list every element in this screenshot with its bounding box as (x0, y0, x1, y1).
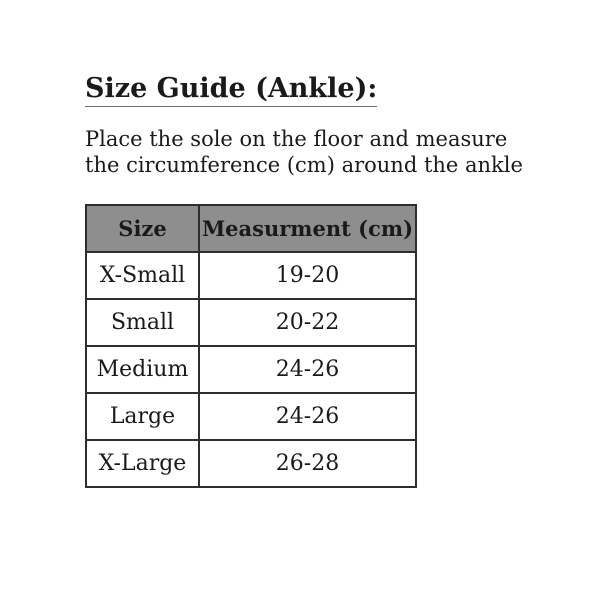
table-header-row (86, 205, 416, 252)
size-cell: Small (86, 299, 199, 346)
intro-text (85, 126, 523, 178)
size-table (85, 204, 417, 488)
intro-line-1: Place the sole on the floor and measure (85, 127, 508, 151)
table-row (86, 252, 416, 299)
size-cell: Medium (86, 346, 199, 393)
column-header-measurement: Measurment (cm) (199, 205, 416, 252)
intro-line-2: the circumference (cm) around the ankle (85, 153, 523, 177)
size-cell: X-Large (86, 440, 199, 487)
size-cell: Large (86, 393, 199, 440)
measurement-cell: 19-20 (199, 252, 416, 299)
measurement-cell: 24-26 (199, 393, 416, 440)
column-header-size: Size (86, 205, 199, 252)
measurement-cell: 20-22 (199, 299, 416, 346)
size-cell: X-Small (86, 252, 199, 299)
page-title: Size Guide (Ankle): (85, 75, 377, 107)
measurement-cell: 24-26 (199, 346, 416, 393)
table-row (86, 393, 416, 440)
measurement-cell: 26-28 (199, 440, 416, 487)
table-row (86, 299, 416, 346)
table-row (86, 440, 416, 487)
table-row (86, 346, 416, 393)
